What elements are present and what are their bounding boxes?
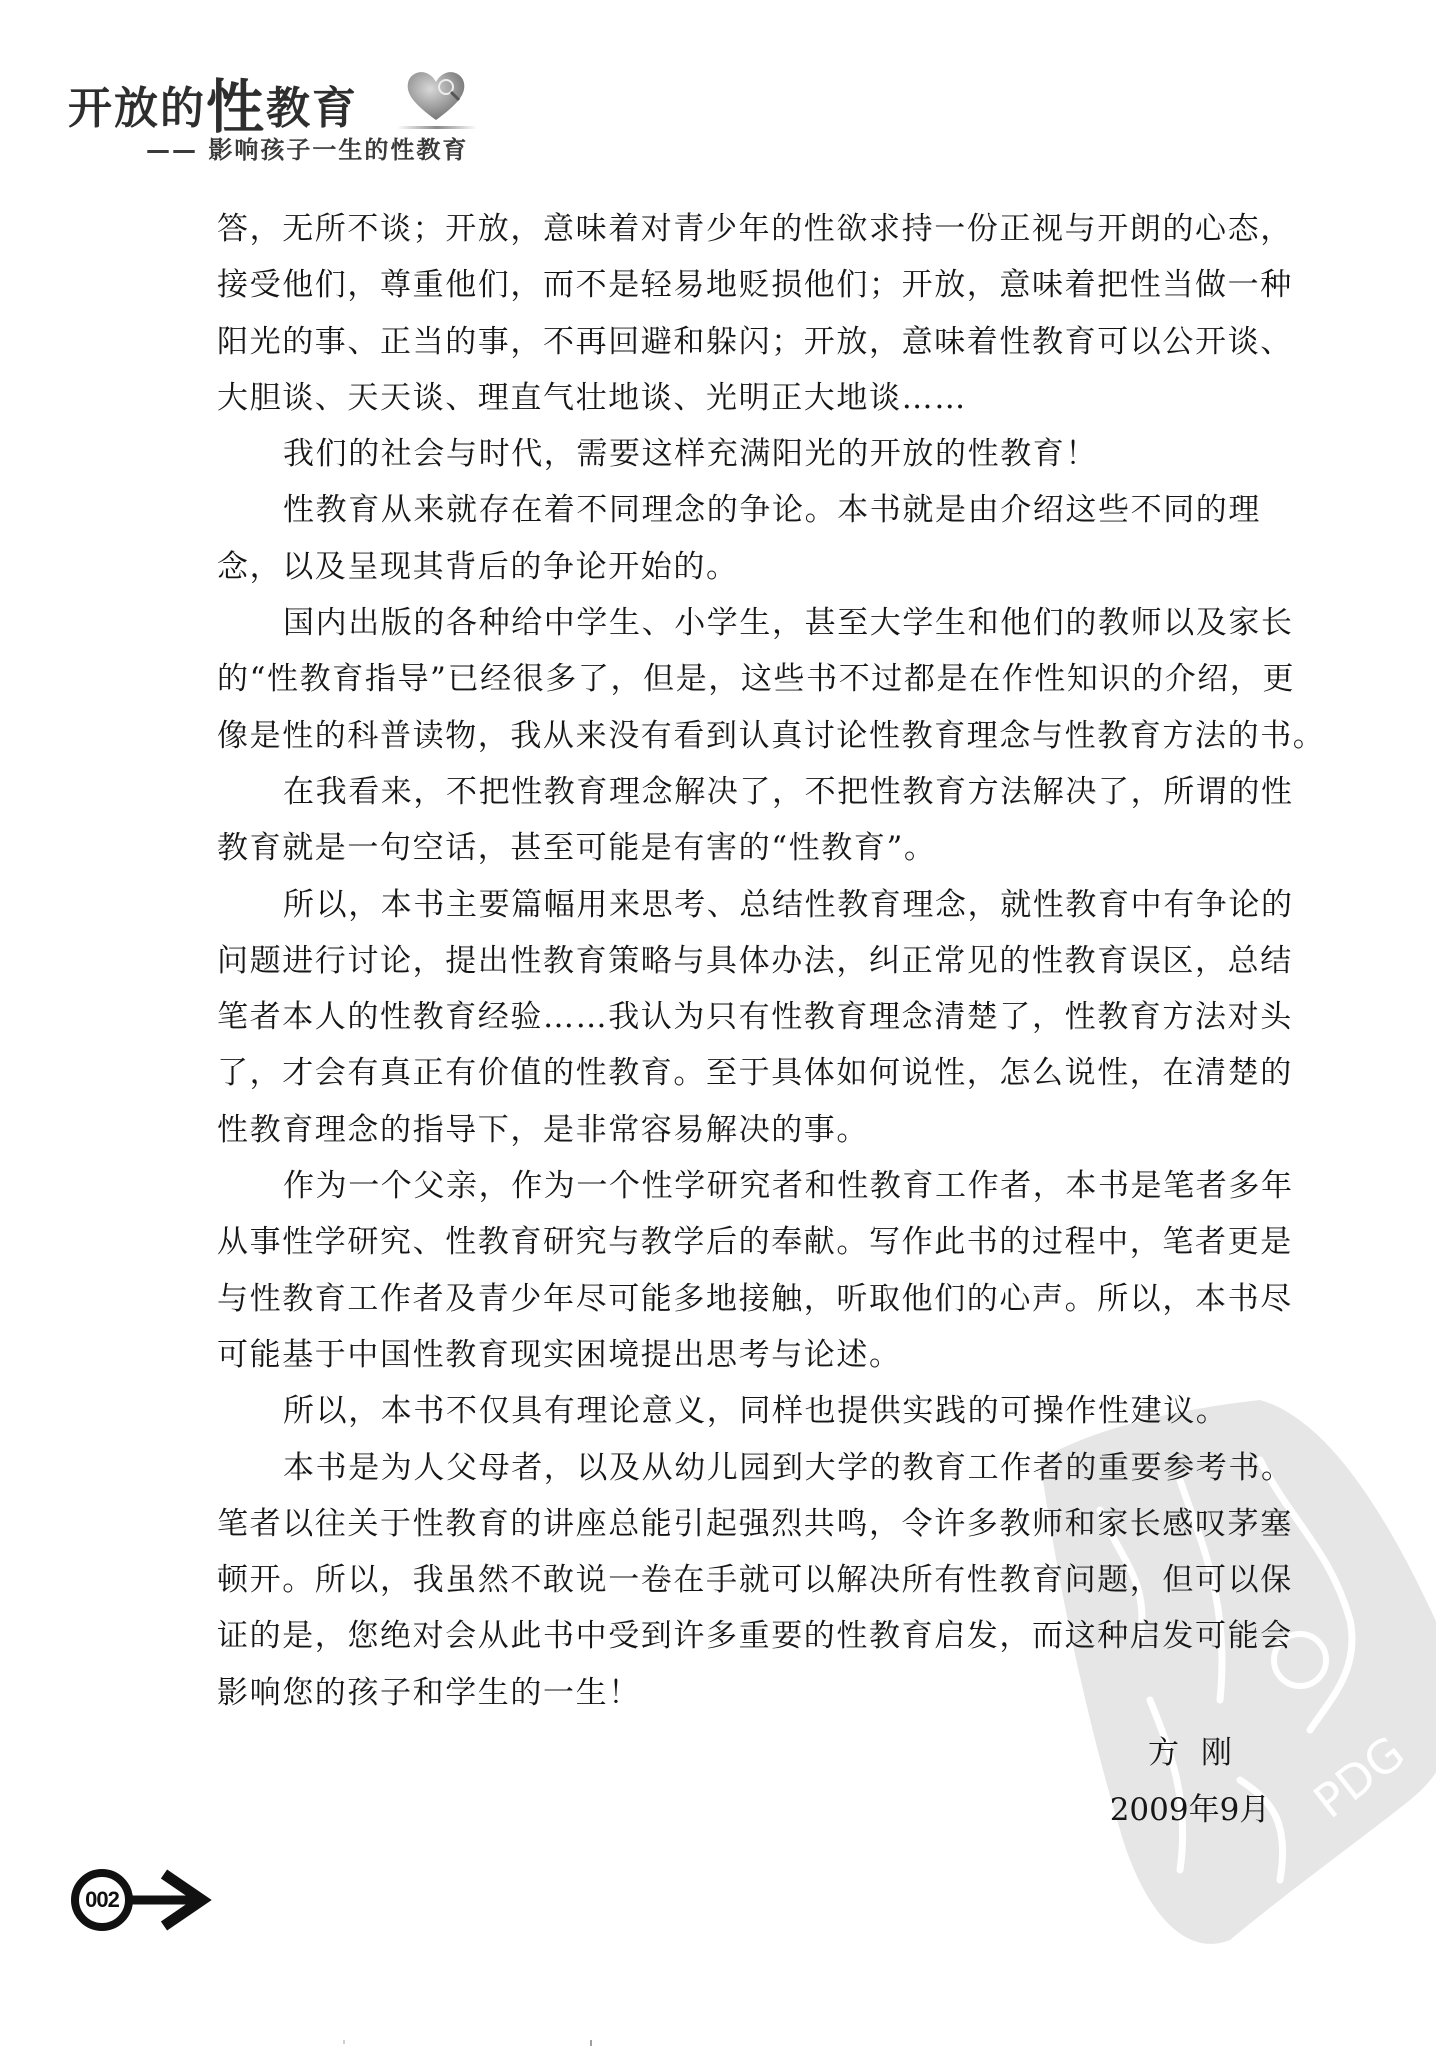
text-line: 笔者以往关于性教育的讲座总能引起强烈共鸣，令许多教师和家长感叹茅塞 [217,1505,1293,1542]
page-marker [68,1862,218,1938]
text-line: 阳光的事、正当的事，不再回避和躲闪；开放，意味着性教育可以公开谈、 [217,323,1293,360]
text-line: 的“性教育指导”已经很多了，但是，这些书不过都是在作性知识的介绍，更 [217,661,1296,698]
text-line: 在我看来，不把性教育理念解决了，不把性教育方法解决了，所谓的性 [283,773,1294,810]
text-line: 笔者本人的性教育经验……我认为只有性教育理念清楚了，性教育方法对头 [217,999,1293,1036]
text-line: 本书是为人父母者，以及从幼儿园到大学的教育工作者的重要参考书。 [283,1449,1294,1486]
watermark-text: PDG [1303,1725,1415,1829]
signature-date: 2009年9月 [1109,1792,1271,1828]
book-subtitle: —— 影响孩子一生的性教育 [146,136,469,164]
text-line: 作为一个父亲，作为一个性学研究者和性教育工作者，本书是笔者多年 [283,1168,1294,1205]
text-line: 答，无所不谈；开放，意味着对青少年的性欲求持一份正视与开朗的心态， [217,211,1293,247]
scan-speck [343,2040,345,2044]
book-title-part1: 开放的 [68,83,206,134]
text-line: 念，以及呈现其背后的争论开始的。 [217,548,739,585]
text-line: 大胆谈、天天谈、理直气壮地谈、光明正大地谈…… [217,379,967,416]
book-title-part2: 教育 [266,83,359,134]
preface-body [217,209,1326,1729]
text-line: 像是性的科普读物，我从来没有看到认真讨论性教育理念与性教育方法的书。 [217,717,1326,754]
text-line: 教育就是一句空话，甚至可能是有害的“性教育”。 [217,830,937,867]
text-line: 所以，本书不仅具有理论意义，同样也提供实践的可操作性建议。 [283,1393,1229,1430]
running-header [62,64,522,164]
text-line: 问题进行讨论，提出性教育策略与具体办法，纠正常见的性教育误区，总结 [217,942,1293,979]
text-line: 顿开。所以，我虽然不敢说一卷在手就可以解决所有性教育问题，但可以保 [217,1562,1293,1599]
author-signature: 方刚 [1148,1735,1254,1771]
text-line: 国内出版的各种给中学生、小学生，甚至大学生和他们的教师以及家长 [283,605,1294,642]
text-line: 所以，本书主要篇幅用来思考、总结性教育理念，就性教育中有争论的 [283,886,1294,923]
text-line: 我们的社会与时代，需要这样充满阳光的开放的性教育！ [283,436,1098,473]
text-line: 了，才会有真正有价值的性教育。至于具体如何说性，怎么说性，在清楚的 [217,1055,1293,1092]
text-line: 性教育理念的指导下，是非常容易解决的事。 [217,1111,869,1148]
heart-icon [404,68,468,124]
page-number: 002 [85,1887,119,1912]
header-underline [397,126,477,129]
scan-speck [590,2040,592,2046]
text-line: 可能基于中国性教育现实困境提出思考与论述。 [217,1336,902,1373]
text-line: 性教育从来就存在着不同理念的争论。本书就是由介绍这些不同的理 [283,492,1261,529]
text-line: 与性教育工作者及青少年尽可能多地接触，听取他们的心声。所以，本书尽 [217,1280,1293,1317]
book-title [68,73,359,141]
text-line: 从事性学研究、性教育研究与教学后的奉献。写作此书的过程中，笔者更是 [217,1224,1293,1261]
text-line: 影响您的孩子和学生的一生！ [217,1674,641,1711]
book-title-emphasis: 性 [206,73,267,141]
text-line: 接受他们，尊重他们，而不是轻易地贬损他们；开放，意味着把性当做一种 [217,267,1293,304]
text-line: 证的是，您绝对会从此书中受到许多重要的性教育启发，而这种启发可能会 [217,1618,1293,1655]
